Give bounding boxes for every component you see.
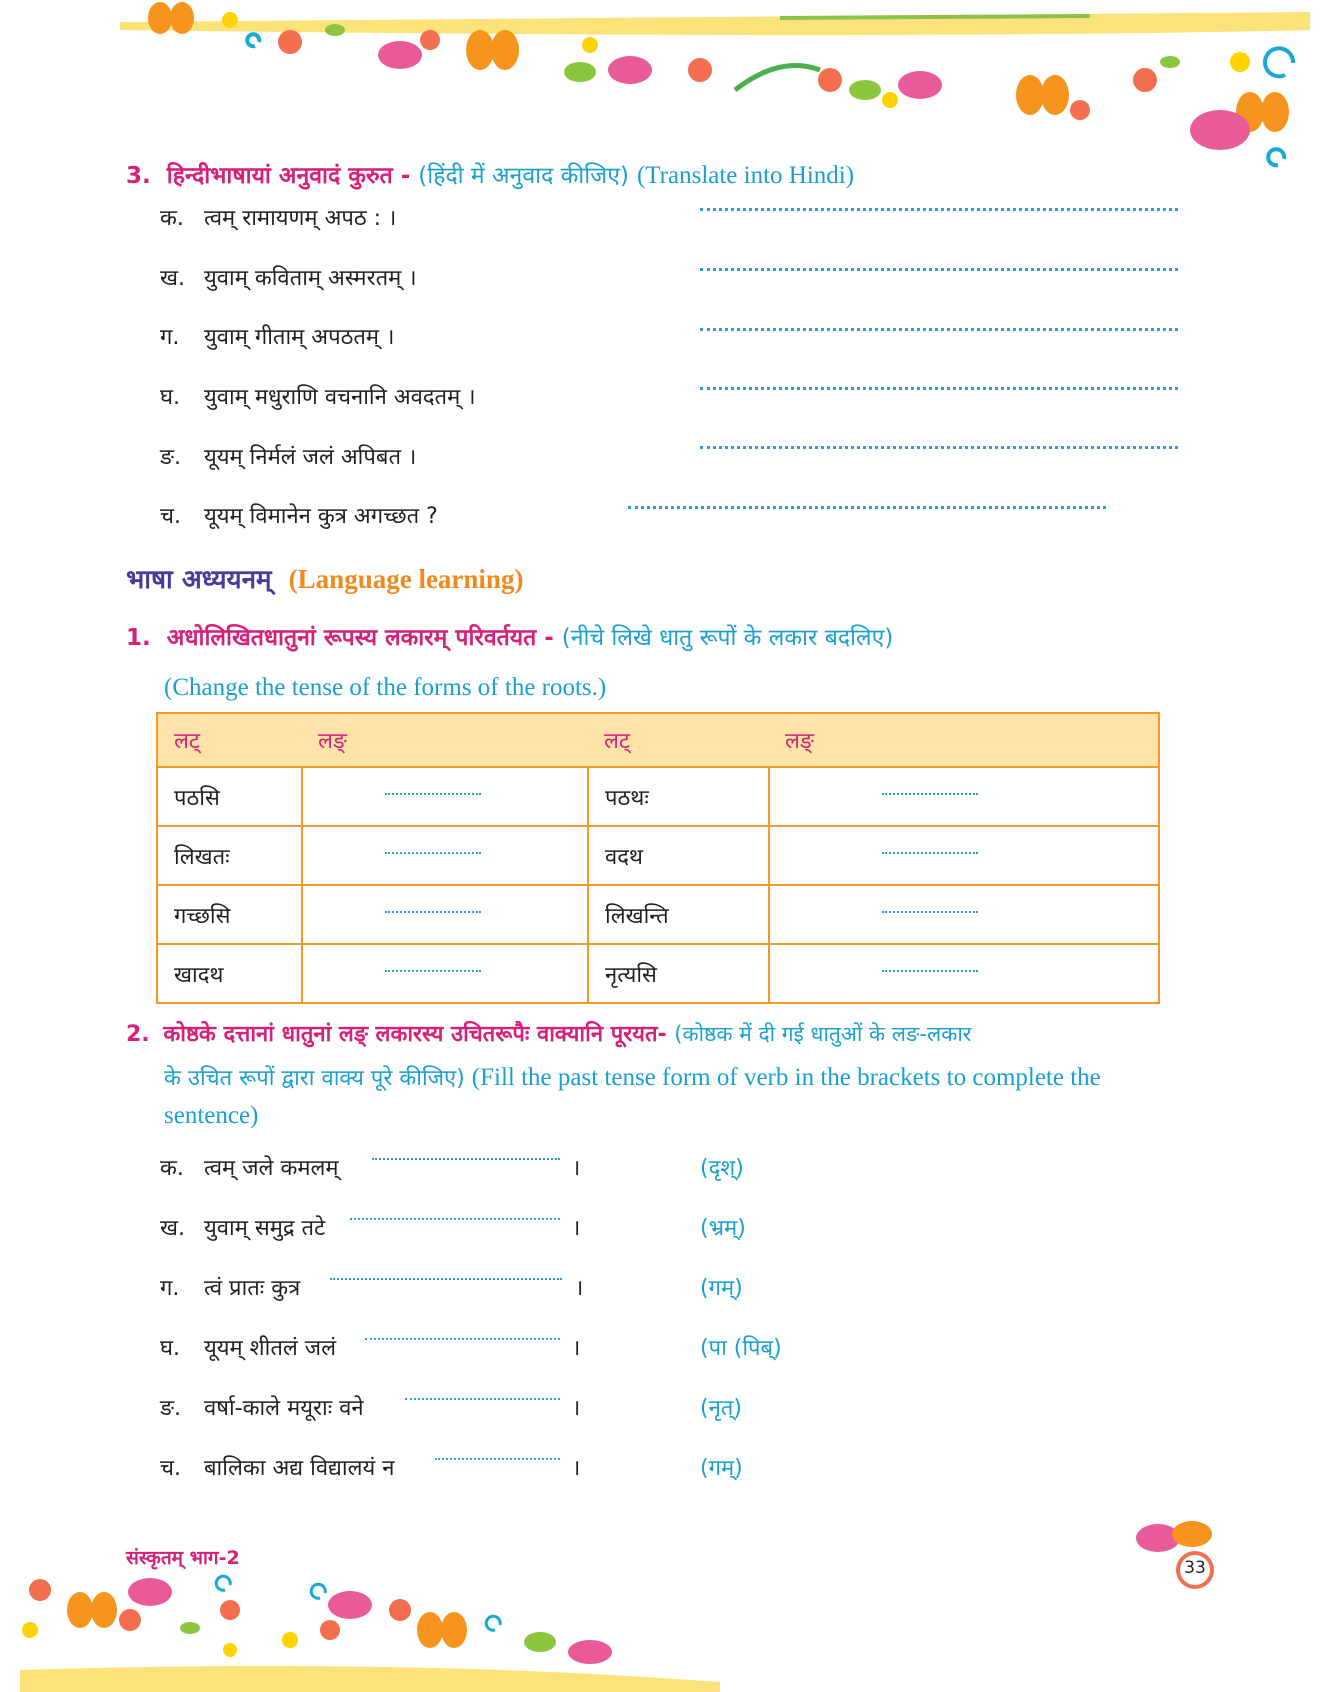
lat-form: नृत्यसि <box>588 944 769 1003</box>
item-text: युवाम् मधुराणि वचनानि अवदतम् । <box>204 385 476 410</box>
answer-cell[interactable] <box>769 944 1159 1003</box>
q1-english-instruction: (Change the tense of the forms of the roots.) <box>164 674 607 701</box>
q3-hindi-instruction: (हिंदी में अनुवाद कीजिए) <box>418 163 629 189</box>
answer-blank[interactable] <box>350 1218 560 1220</box>
table-row <box>157 944 1159 1003</box>
root-hint: (गम्) <box>700 1276 743 1301</box>
q3-item <box>160 262 417 292</box>
q3-item <box>160 441 416 471</box>
q3-english-instruction: (Translate into Hindi) <box>636 162 855 189</box>
answer-blank[interactable] <box>405 1398 560 1400</box>
q2-item <box>160 1152 339 1182</box>
lat-form: खादथ <box>157 944 302 1003</box>
lat-form: पठसि <box>157 767 302 826</box>
item-label: च. <box>160 1456 181 1481</box>
answer-cell[interactable] <box>769 826 1159 885</box>
answer-blank[interactable] <box>700 328 1178 331</box>
root-hint: (गम्) <box>700 1456 743 1481</box>
section-title-english: (Language learning) <box>288 564 524 594</box>
answer-cell[interactable] <box>302 944 588 1003</box>
q2-english-instruction: (Fill the past tense form of verb in the brackets to complete the <box>471 1064 1101 1091</box>
answer-blank[interactable] <box>700 208 1178 211</box>
item-label: क. <box>160 206 184 231</box>
item-text: त्वम् जले कमलम् <box>204 1156 339 1181</box>
q1-title: अधोलिखितधातुनां रूपस्य लकारम् परिवर्तयत - <box>166 625 554 651</box>
q3-heading <box>126 158 854 190</box>
item-label: ख. <box>160 1216 185 1241</box>
danda: । <box>572 1456 581 1481</box>
q1-heading <box>126 620 893 652</box>
q1-hindi-instruction: (नीचे लिखे धातु रूपों के लकार बदलिए) <box>561 625 894 651</box>
q3-item <box>160 321 394 351</box>
item-label: ङ. <box>160 1396 182 1421</box>
q3-item <box>160 202 396 232</box>
section-heading <box>126 560 523 596</box>
answer-blank[interactable] <box>372 1158 560 1160</box>
item-text: यूयम् निर्मलं जलं अपिबत । <box>204 445 417 470</box>
item-text: युवाम् कविताम् अस्मरतम् । <box>204 266 417 291</box>
lat-form: वदथ <box>588 826 769 885</box>
q2-hindi-instruction: (कोष्ठक में दी गई धातुओं के लङ-लकार <box>674 1022 972 1046</box>
answer-cell[interactable] <box>769 767 1159 826</box>
item-text: युवाम् गीताम् अपठतम् । <box>204 325 395 350</box>
answer-blank[interactable] <box>435 1458 560 1460</box>
table-row <box>157 885 1159 944</box>
lat-form: पठथः <box>588 767 769 826</box>
item-label: च. <box>160 504 181 529</box>
root-hint: (नृत्) <box>700 1396 742 1421</box>
header-lang-1: लङ् <box>302 713 588 767</box>
danda: । <box>572 1396 581 1421</box>
answer-blank[interactable] <box>628 506 1106 509</box>
danda: । <box>572 1336 581 1361</box>
q2-heading <box>126 1018 971 1048</box>
q2-title: कोष्ठके दत्तानां धातुनां लङ् लकारस्य उचितरूपैः वाक्यानि पूरयत- <box>163 1022 667 1047</box>
q2-item <box>160 1332 336 1362</box>
lat-form: लिखतः <box>157 826 302 885</box>
q2-english-instruction-2: sentence) <box>164 1102 259 1129</box>
answer-cell[interactable] <box>302 885 588 944</box>
answer-blank[interactable] <box>330 1278 562 1280</box>
answer-blank[interactable] <box>700 268 1178 271</box>
answer-cell[interactable] <box>302 826 588 885</box>
q1-number: 1. <box>126 625 151 651</box>
lat-form: गच्छसि <box>157 885 302 944</box>
page-number: 33 <box>1184 1558 1206 1578</box>
header-lat-1: लट् <box>157 713 302 767</box>
danda: । <box>572 1216 581 1241</box>
bottom-floral-border <box>0 1570 1332 1692</box>
answer-blank[interactable] <box>365 1338 560 1340</box>
item-label: ग. <box>160 325 180 350</box>
lat-form: लिखन्ति <box>588 885 769 944</box>
q2-item <box>160 1392 364 1422</box>
q2-number: 2. <box>126 1022 150 1047</box>
item-text: वर्षा-काले मयूराः वने <box>204 1396 364 1421</box>
table-row <box>157 826 1159 885</box>
q2-item <box>160 1272 300 1302</box>
item-text: यूयम् विमानेन कुत्र अगच्छत ? <box>204 504 438 529</box>
item-label: क. <box>160 1156 184 1181</box>
answer-blank[interactable] <box>700 446 1178 449</box>
item-text: युवाम् समुद्र तटे <box>204 1216 326 1241</box>
q2-item <box>160 1452 395 1482</box>
q3-item <box>160 381 476 411</box>
answer-cell[interactable] <box>769 885 1159 944</box>
item-text: यूयम् शीतलं जलं <box>204 1336 337 1361</box>
header-lat-2: लट् <box>588 713 769 767</box>
q3-title: हिन्दीभाषायां अनुवादं कुरुत - <box>166 163 411 189</box>
item-text: त्वम् रामायणम् अपठ : । <box>204 206 397 231</box>
table-row <box>157 767 1159 826</box>
item-label: ग. <box>160 1276 180 1301</box>
root-hint: (दृश्) <box>700 1156 744 1181</box>
q2-instruction-line2 <box>164 1062 1101 1092</box>
table-header-row <box>157 713 1159 767</box>
item-text: त्वं प्रातः कुत्र <box>204 1276 301 1301</box>
q2-hindi-instruction-2: के उचित रूपों द्वारा वाक्य पूरे कीजिए) <box>164 1066 465 1091</box>
root-hint: (भ्रम्) <box>700 1216 746 1241</box>
root-hint: (पा (पिब्) <box>700 1336 782 1361</box>
answer-blank[interactable] <box>700 387 1178 390</box>
item-text: बालिका अद्य विद्यालयं न <box>204 1456 395 1481</box>
q3-item <box>160 500 438 530</box>
section-title-sanskrit: भाषा अध्ययनम् <box>126 565 272 595</box>
danda: । <box>572 1156 581 1181</box>
item-label: ङ. <box>160 445 182 470</box>
book-title: संस्कृतम् भाग-2 <box>126 1547 240 1569</box>
item-label: घ. <box>160 1336 180 1361</box>
header-lang-2: लङ् <box>769 713 1159 767</box>
q3-number: 3. <box>126 163 151 189</box>
item-label: घ. <box>160 385 180 410</box>
q2-item <box>160 1212 325 1242</box>
answer-cell[interactable] <box>302 767 588 826</box>
danda: । <box>575 1276 584 1301</box>
item-label: ख. <box>160 266 185 291</box>
tense-table <box>156 712 1160 1004</box>
